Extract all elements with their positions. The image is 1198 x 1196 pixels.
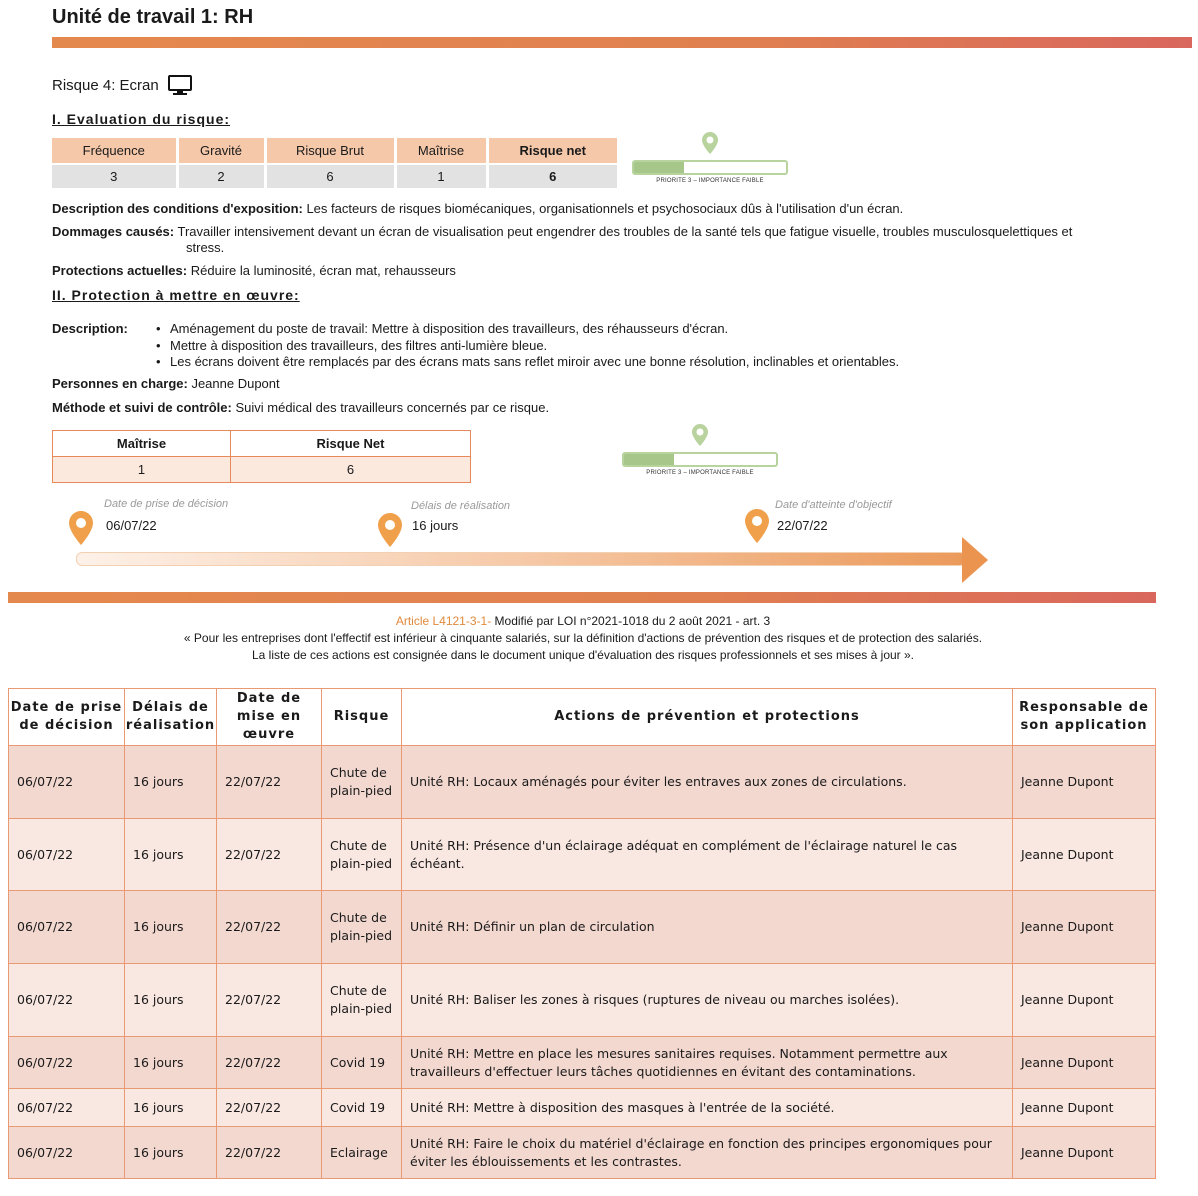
- eval-header-severity: Gravité: [177, 138, 265, 164]
- timeline-target-label: Date d'atteinte d'objectif: [775, 499, 892, 511]
- damages-text: Travailler intensivement devant un écran de visualisation peut engendrer des troubles de la santé tels que fatigue visuelle, troubles musculosquelettiques et: [174, 224, 1073, 239]
- row-decision-date: 06/07/22: [9, 1089, 125, 1127]
- priority-gauge: [632, 131, 788, 184]
- article-modified: Modifié par LOI n°2021-1018 du 2 août 2021 - art. 3: [491, 614, 771, 628]
- row-risk: Chute de plain-pied: [322, 746, 402, 819]
- method-label: Méthode et suivi de contrôle:: [52, 400, 232, 415]
- section-evaluation-heading: I. Evaluation du risque:: [52, 111, 231, 127]
- eval-value-severity: 2: [177, 164, 265, 188]
- priority-gauge-2: [622, 423, 778, 476]
- row-implementation-date: 22/07/22: [217, 891, 322, 964]
- eval-header-mastery: Maîtrise: [395, 138, 487, 164]
- timeline-arrow-head: [962, 537, 988, 583]
- article-divider: [8, 592, 1156, 603]
- exposure-text: Les facteurs de risques biomécaniques, organisationnels et psychosociaux dûs à l'utilisation d'un écran.: [302, 201, 904, 216]
- row-action: Unité RH: Locaux aménagés pour éviter les entraves aux zones de circulations.: [402, 746, 1013, 819]
- priority-caption: PRIORITE 3 – IMPORTANCE FAIBLE: [656, 178, 764, 184]
- evaluation-table: [52, 138, 620, 188]
- mastery-header: Maîtrise: [53, 431, 231, 457]
- row-risk: Chute de plain-pied: [322, 964, 402, 1037]
- persons-label: Personnes en charge:: [52, 376, 188, 391]
- table-row: [9, 964, 1156, 1037]
- timeline-target-value: 22/07/22: [777, 518, 828, 533]
- exposure-label: Description des conditions d'exposition:: [52, 201, 303, 216]
- row-risk: Chute de plain-pied: [322, 891, 402, 964]
- row-responsible: Jeanne Dupont: [1013, 891, 1156, 964]
- row-action: Unité RH: Mettre en place les mesures sanitaires requises. Notamment permettre aux travailleurs d'effectuer leurs tâches quotidiennes en évitant des contaminations.: [402, 1037, 1013, 1089]
- page-title: Unité de travail 1: RH: [52, 6, 254, 28]
- persons-paragraph: [52, 376, 280, 392]
- row-decision-date: 06/07/22: [9, 1037, 125, 1089]
- actions-header-implementation-date: Date de mise en œuvre: [217, 689, 322, 746]
- description-item: • Aménagement du poste de travail: Mettre à disposition des travailleurs, des réhausseurs d'écran.: [170, 321, 899, 338]
- eval-header-net-risk: Risque net: [487, 138, 619, 164]
- actions-header-decision-date: Date de prise de décision: [9, 689, 125, 746]
- article-reference: [8, 614, 1158, 628]
- actions-table: [8, 688, 1156, 1179]
- row-responsible: Jeanne Dupont: [1013, 746, 1156, 819]
- table-row: [9, 1037, 1156, 1089]
- timeline-arrow: [76, 552, 966, 566]
- priority-caption: PRIORITE 3 – IMPORTANCE FAIBLE: [646, 470, 754, 476]
- actions-header-actions: Actions de prévention et protections: [402, 689, 1013, 746]
- priority-bar-fill: [624, 454, 674, 465]
- row-implementation-date: 22/07/22: [217, 964, 322, 1037]
- row-delay: 16 jours: [125, 1127, 217, 1179]
- row-action: Unité RH: Baliser les zones à risques (ruptures de niveau ou marches isolées).: [402, 964, 1013, 1037]
- row-risk: Covid 19: [322, 1037, 402, 1089]
- table-row: [9, 819, 1156, 891]
- method-paragraph: [52, 400, 549, 416]
- row-responsible: Jeanne Dupont: [1013, 1127, 1156, 1179]
- row-implementation-date: 22/07/22: [217, 1127, 322, 1179]
- actions-table-body: [9, 746, 1156, 1179]
- priority-bar: [632, 160, 788, 175]
- monitor-icon: [167, 74, 193, 96]
- net-risk-header: Risque Net: [231, 431, 471, 457]
- protections-label: Protections actuelles:: [52, 263, 188, 278]
- row-decision-date: 06/07/22: [9, 1127, 125, 1179]
- location-pin-icon: [671, 131, 749, 160]
- table-row: [9, 1127, 1156, 1179]
- row-responsible: Jeanne Dupont: [1013, 1037, 1156, 1089]
- row-decision-date: 06/07/22: [9, 819, 125, 891]
- priority-bar: [622, 452, 778, 467]
- protections-text: Réduire la luminosité, écran mat, rehausseurs: [187, 263, 456, 278]
- row-implementation-date: 22/07/22: [217, 746, 322, 819]
- row-delay: 16 jours: [125, 1089, 217, 1127]
- mastery-table: [52, 430, 471, 483]
- article-ref: Article L4121-3-1-: [395, 614, 492, 628]
- title-divider: [52, 37, 1192, 48]
- row-risk: Eclairage: [322, 1127, 402, 1179]
- table-row: [9, 891, 1156, 964]
- actions-header-risk: Risque: [322, 689, 402, 746]
- risk-heading: [52, 74, 193, 96]
- row-action: Unité RH: Présence d'un éclairage adéquat en complément de l'éclairage naturel le cas échéant.: [402, 819, 1013, 891]
- eval-value-gross-risk: 6: [265, 164, 395, 188]
- table-row: [9, 746, 1156, 819]
- damages-paragraph: [52, 224, 1182, 256]
- eval-value-net-risk: 6: [487, 164, 619, 188]
- row-risk: Chute de plain-pied: [322, 819, 402, 891]
- persons-text: Jeanne Dupont: [187, 376, 280, 391]
- net-risk-value: 6: [231, 457, 471, 483]
- timeline-delay-pin-icon: [377, 512, 403, 548]
- damages-text-cont: stress.: [186, 240, 225, 255]
- row-responsible: Jeanne Dupont: [1013, 964, 1156, 1037]
- description-item: • Mettre à disposition des travailleurs, des filtres anti-lumière bleue.: [170, 338, 899, 355]
- eval-value-mastery: 1: [395, 164, 487, 188]
- actions-header-responsible: Responsable de son application: [1013, 689, 1156, 746]
- actions-header-delay: Délais de réalisation: [125, 689, 217, 746]
- exposure-paragraph: [52, 201, 903, 217]
- timeline-decision-pin-icon: [68, 510, 94, 546]
- row-delay: 16 jours: [125, 964, 217, 1037]
- timeline-delay-label: Délais de réalisation: [411, 500, 511, 512]
- row-delay: 16 jours: [125, 746, 217, 819]
- article-line-2: « Pour les entreprises dont l'effectif est inférieur à cinquante salariés, sur la définition d'actions de prévention des risques et de protection des salariés.: [183, 631, 983, 645]
- row-delay: 16 jours: [125, 1037, 217, 1089]
- mastery-value: 1: [53, 457, 231, 483]
- section-protection-heading: II. Protection à mettre en œuvre:: [52, 287, 300, 303]
- row-decision-date: 06/07/22: [9, 746, 125, 819]
- eval-header-gross-risk: Risque Brut: [265, 138, 395, 164]
- row-implementation-date: 22/07/22: [217, 1037, 322, 1089]
- description-label: Description:: [52, 321, 128, 336]
- row-implementation-date: 22/07/22: [217, 819, 322, 891]
- row-delay: 16 jours: [125, 819, 217, 891]
- row-implementation-date: 22/07/22: [217, 1089, 322, 1127]
- timeline-delay-value: 16 jours: [412, 518, 459, 533]
- eval-value-frequency: 3: [52, 164, 177, 188]
- description-item: • Les écrans doivent être remplacés par des écrans mats sans reflet miroir avec une bonne résolution, inclinables et orientables.: [170, 354, 899, 371]
- row-delay: 16 jours: [125, 891, 217, 964]
- location-pin-icon: [661, 423, 739, 452]
- timeline-target-pin-icon: [744, 508, 770, 544]
- row-responsible: Jeanne Dupont: [1013, 819, 1156, 891]
- row-action: Unité RH: Mettre à disposition des masques à l'entrée de la société.: [402, 1089, 1013, 1127]
- row-risk: Covid 19: [322, 1089, 402, 1127]
- eval-header-frequency: Fréquence: [52, 138, 177, 164]
- damages-label: Dommages causés:: [52, 224, 175, 239]
- risk-label: Risque 4: Ecran: [52, 76, 159, 94]
- row-decision-date: 06/07/22: [9, 891, 125, 964]
- row-decision-date: 06/07/22: [9, 964, 125, 1037]
- row-responsible: Jeanne Dupont: [1013, 1089, 1156, 1127]
- description-list: [170, 321, 899, 371]
- timeline-decision-value: 06/07/22: [106, 518, 157, 533]
- protections-paragraph: [52, 263, 456, 279]
- row-action: Unité RH: Définir un plan de circulation: [402, 891, 1013, 964]
- priority-bar-fill: [634, 162, 684, 173]
- article-line-3: La liste de ces actions est consignée dans le document unique d'évaluation des risques professionnels et ses mises à jour ».: [251, 648, 914, 662]
- table-row: [9, 1089, 1156, 1127]
- method-text: Suivi médical des travailleurs concernés par ce risque.: [231, 400, 550, 415]
- timeline-decision-label: Date de prise de décision: [104, 498, 229, 510]
- row-action: Unité RH: Faire le choix du matériel d'éclairage en fonction des principes ergonomiques pour éviter les éblouissements et les contrastes.: [402, 1127, 1013, 1179]
